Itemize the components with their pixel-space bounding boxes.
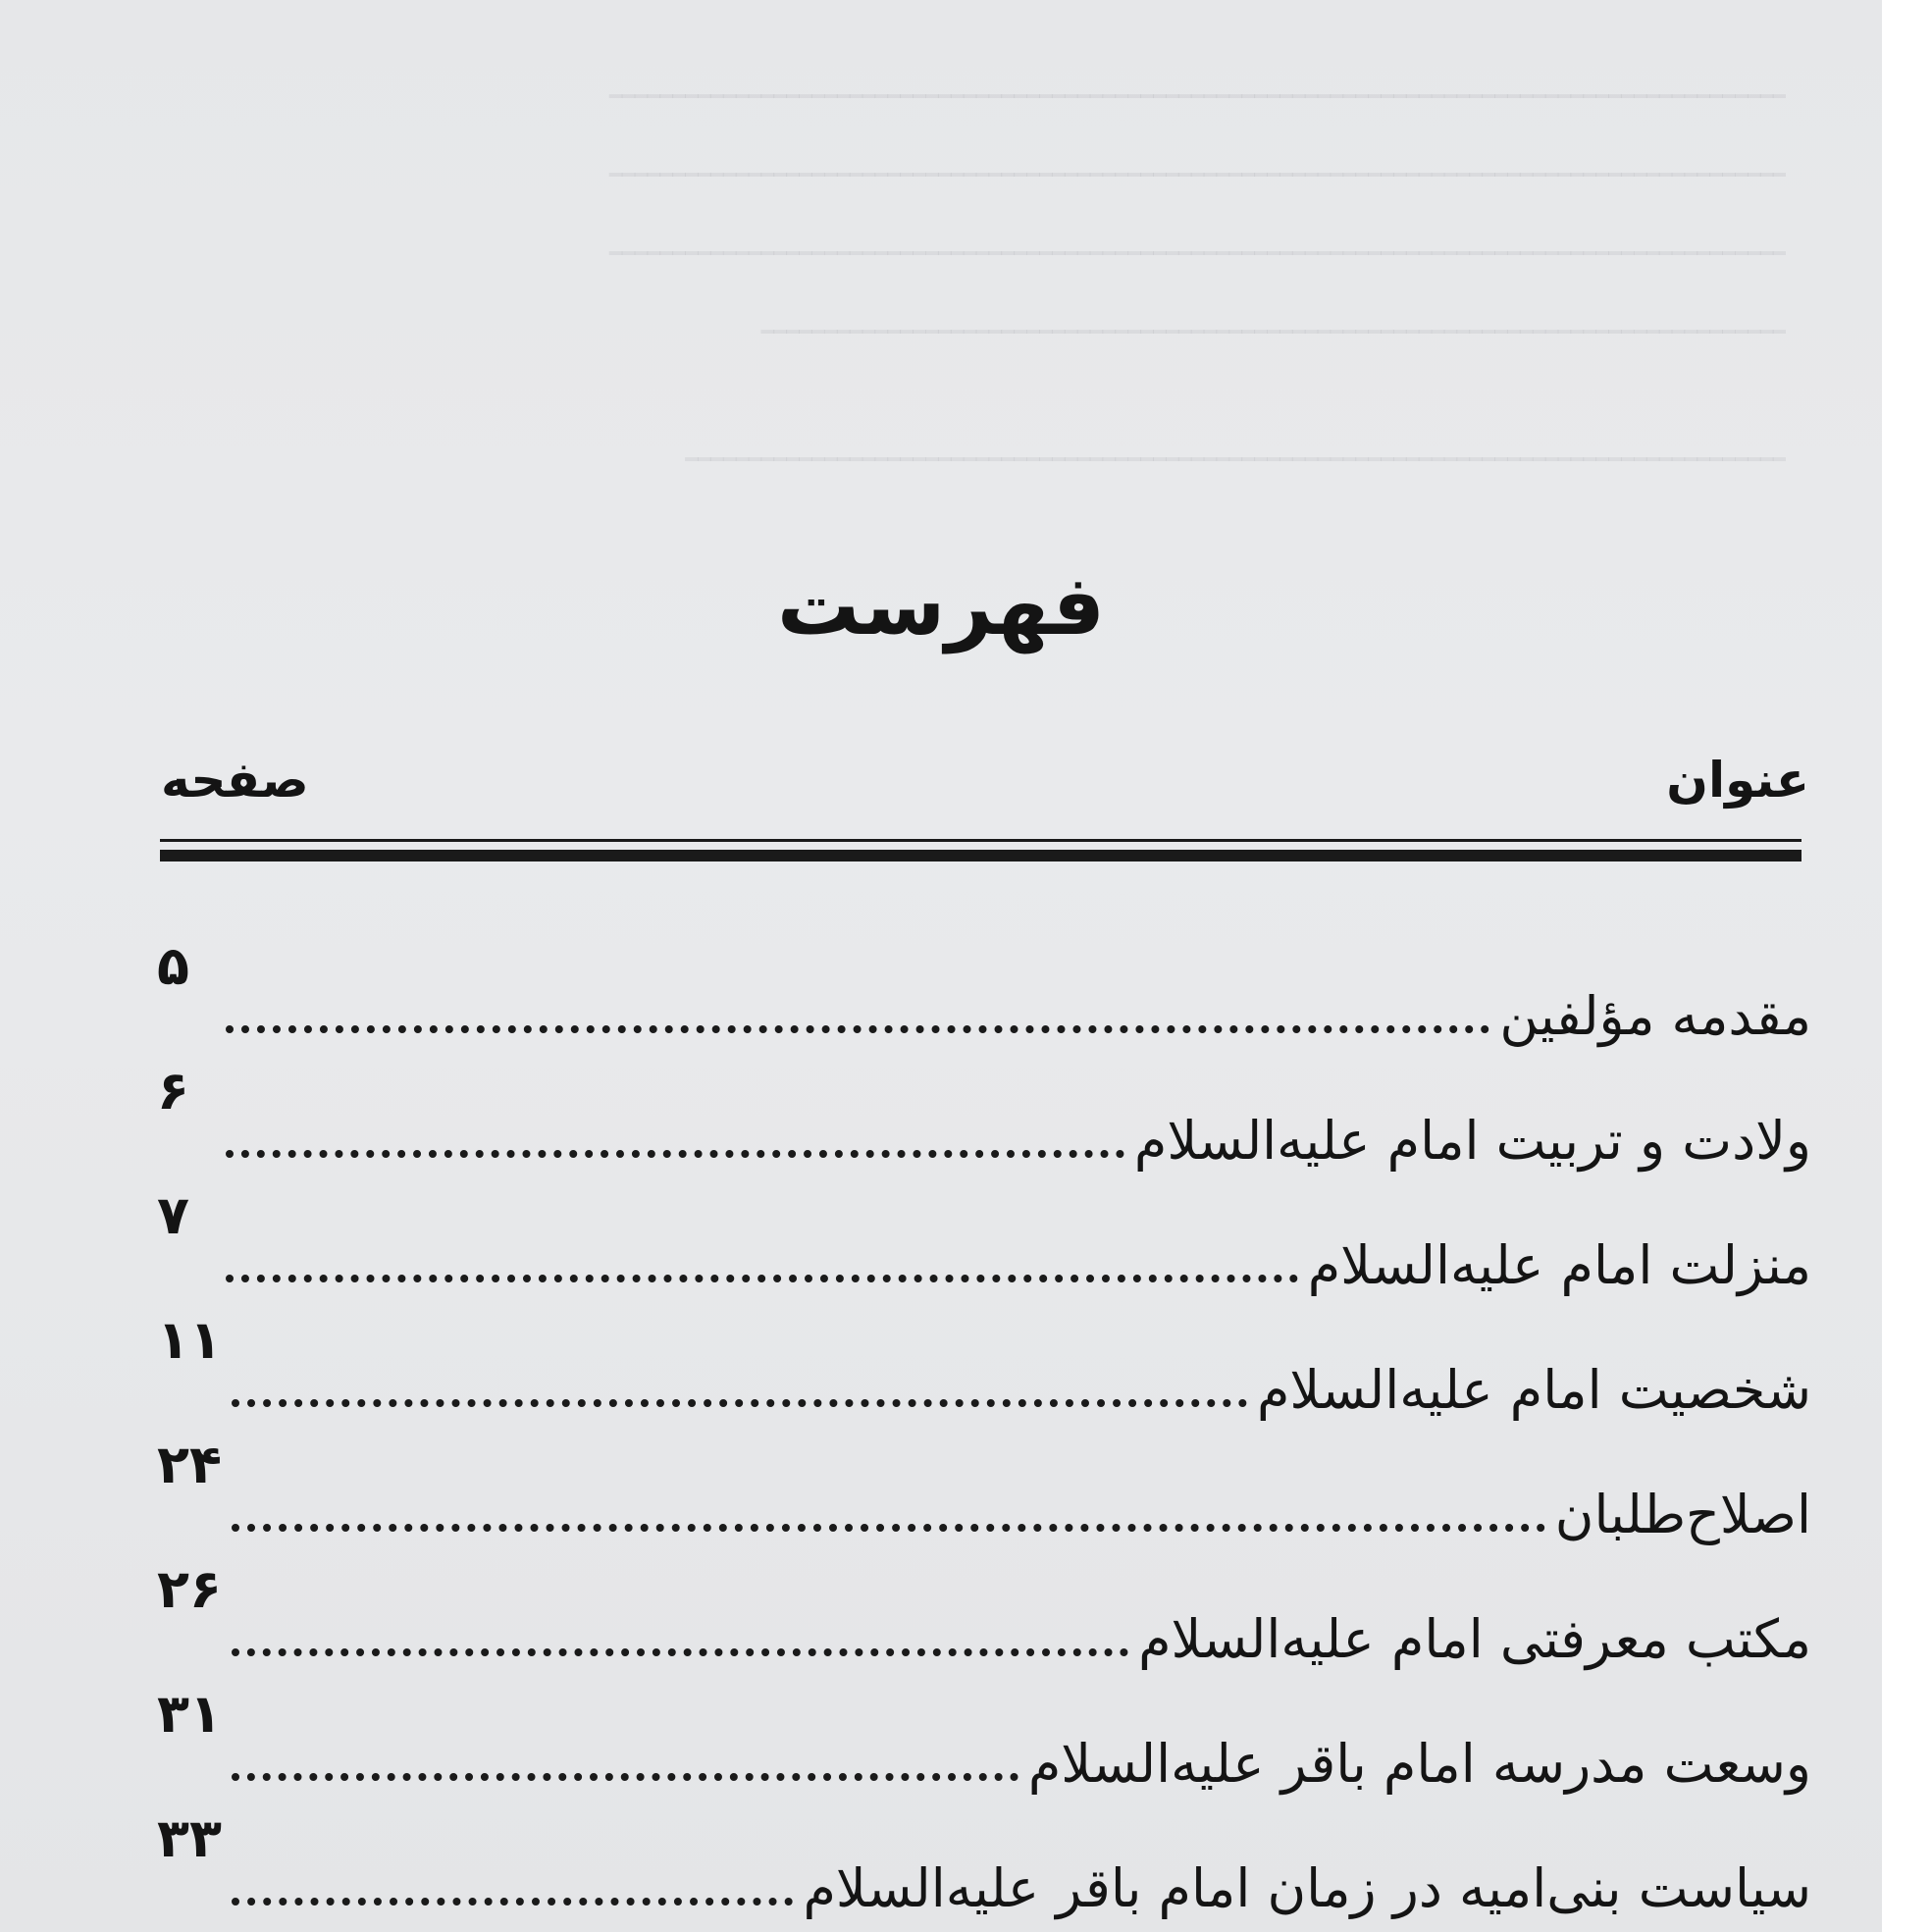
- toc-entry-title: وسعت مدرسه امام باقر علیه‌السلام: [1027, 1733, 1811, 1795]
- column-header-page: صفحه: [161, 752, 309, 809]
- dot-leader: [232, 1399, 1247, 1407]
- dot-leader: [226, 1025, 1489, 1033]
- toc-entry-page: ۳۳: [157, 1807, 222, 1869]
- header-rule-thin: [160, 839, 1801, 842]
- toc-list: [157, 922, 1811, 1919]
- dot-leader: [232, 1898, 794, 1906]
- toc-entry-page: ۶: [157, 1060, 189, 1122]
- toc-entry-title: مقدمه مؤلفین: [1499, 985, 1811, 1047]
- toc-entry[interactable]: [157, 1545, 1811, 1670]
- toc-entry-title: ولادت و تربیت امام علیه‌السلام: [1133, 1110, 1811, 1172]
- dot-leader: [226, 1275, 1298, 1282]
- header-rule-thick: [160, 850, 1801, 862]
- toc-entry-page: ۲۴: [157, 1434, 222, 1495]
- toc-entry[interactable]: [157, 1047, 1811, 1172]
- toc-entry-title: شخصیت امام علیه‌السلام: [1256, 1359, 1811, 1421]
- toc-entry-title: سیاست بنی‌امیه در زمان امام باقر علیه‌السلام: [803, 1857, 1811, 1919]
- dot-leader: [232, 1524, 1545, 1532]
- toc-entry[interactable]: [157, 1296, 1811, 1421]
- toc-entry-page: ۵: [157, 935, 189, 997]
- page-edge-margin: [1882, 0, 1932, 1932]
- show-through-text: ـــــــــــــــــــــــــــــــــــــــــــــــــــــــــــــــــــــــــــــــــــــــــــــ: [609, 137, 1786, 187]
- show-through-text: ـــــــــــــــــــــــــــــــــــــــــــــــــــــــــــــــــــــــــــــــــ: [760, 294, 1786, 344]
- show-through-text: ـــــــــــــــــــــــــــــــــــــــــــــــــــــــــــــــــــــــــــــــــــــــــــــ: [609, 216, 1786, 266]
- toc-entry-title: اصلاح‌طلبان: [1554, 1484, 1811, 1545]
- toc-entry-page: ۷: [157, 1184, 189, 1246]
- toc-entry[interactable]: [157, 1172, 1811, 1296]
- dot-leader: [232, 1648, 1128, 1656]
- toc-entry[interactable]: [157, 922, 1811, 1047]
- toc-entry-title: مکتب معرفتی امام علیه‌السلام: [1138, 1608, 1811, 1670]
- dot-leader: [232, 1773, 1018, 1781]
- show-through-text: ـــــــــــــــــــــــــــــــــــــــــــــــــــــــــــــــــــــــــــــــــــــــــــــ: [609, 59, 1786, 109]
- toc-entry[interactable]: [157, 1421, 1811, 1545]
- show-through-text: ـــــــــــــــــــــــــــــــــــــــــــــــــــــــــــــــــــــــــــــــــــــــ: [685, 422, 1786, 472]
- toc-heading: فهرست: [776, 557, 1106, 653]
- toc-entry[interactable]: [157, 1670, 1811, 1795]
- toc-entry-page: ۳۱: [157, 1683, 222, 1745]
- dot-leader: [226, 1150, 1124, 1158]
- toc-entry-page: ۱۱: [157, 1309, 222, 1371]
- toc-entry[interactable]: [157, 1795, 1811, 1919]
- toc-entry-title: منزلت امام علیه‌السلام: [1307, 1234, 1811, 1296]
- toc-entry-page: ۲۶: [157, 1558, 222, 1620]
- column-header-title: عنوان: [1666, 752, 1809, 809]
